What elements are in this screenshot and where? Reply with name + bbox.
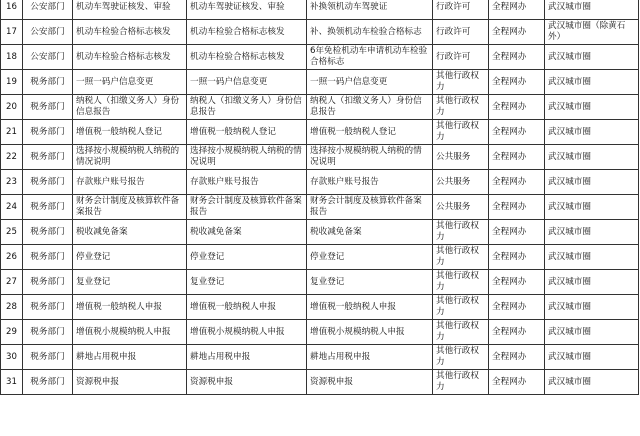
handling-mode-cell: 全程网办 [489, 0, 545, 20]
department-cell: 税务部门 [23, 170, 73, 195]
scope-cell: 武汉城市圈 [545, 0, 639, 20]
handling-mode-cell: 全程网办 [489, 145, 545, 170]
scope-cell: 武汉城市圈 [545, 195, 639, 220]
sub-item-cell: 税收减免备案 [307, 220, 433, 245]
department-cell: 税务部门 [23, 295, 73, 320]
department-cell: 公安部门 [23, 0, 73, 20]
scope-cell: 武汉城市圈 [545, 145, 639, 170]
table-row [1, 145, 639, 170]
row-number: 28 [1, 295, 23, 320]
item-name-cell: 纳税人（扣缴义务人）身份信息报告 [73, 95, 187, 120]
sub-item-cell: 增值税一般纳税人申报 [307, 295, 433, 320]
scope-cell: 武汉城市圈 [545, 320, 639, 345]
handling-mode-cell: 全程网办 [489, 195, 545, 220]
item-name-cell: 财务会计制度及核算软件备案报告 [73, 195, 187, 220]
department-cell: 税务部门 [23, 320, 73, 345]
row-number: 26 [1, 245, 23, 270]
handling-mode-cell: 全程网办 [489, 345, 545, 370]
handling-mode-cell: 全程网办 [489, 70, 545, 95]
item-name-cell: 复业登记 [73, 270, 187, 295]
item-name-cell: 存款账户账号报告 [73, 170, 187, 195]
row-number: 18 [1, 45, 23, 70]
scope-cell: 武汉城市圈 [545, 245, 639, 270]
item-name-cell: 税收减免备案 [73, 220, 187, 245]
handling-mode-cell: 全程网办 [489, 320, 545, 345]
department-cell: 税务部门 [23, 370, 73, 395]
department-cell: 税务部门 [23, 195, 73, 220]
department-cell: 公安部门 [23, 20, 73, 45]
sub-item-cell: 增值税小规模纳税人申报 [307, 320, 433, 345]
table-row [1, 195, 639, 220]
power-type-cell: 行政许可 [433, 0, 489, 20]
power-type-cell: 其他行政权力 [433, 270, 489, 295]
power-type-cell: 行政许可 [433, 45, 489, 70]
table-body [1, 0, 639, 395]
handling-mode-cell: 全程网办 [489, 245, 545, 270]
table-row [1, 120, 639, 145]
table-row [1, 20, 639, 45]
scope-cell: 武汉城市圈 [545, 270, 639, 295]
power-type-cell: 行政许可 [433, 20, 489, 45]
power-type-cell: 其他行政权力 [433, 70, 489, 95]
main-item-cell: 停业登记 [187, 245, 307, 270]
power-type-cell: 其他行政权力 [433, 295, 489, 320]
department-cell: 税务部门 [23, 70, 73, 95]
sub-item-cell: 存款账户账号报告 [307, 170, 433, 195]
row-number: 21 [1, 120, 23, 145]
department-cell: 税务部门 [23, 145, 73, 170]
scope-cell: 武汉城市圈 [545, 70, 639, 95]
item-name-cell: 停业登记 [73, 245, 187, 270]
sub-item-cell: 补换领机动车驾驶证 [307, 0, 433, 20]
power-type-cell: 公共服务 [433, 195, 489, 220]
department-cell: 税务部门 [23, 95, 73, 120]
table-row [1, 345, 639, 370]
row-number: 25 [1, 220, 23, 245]
row-number: 16 [1, 0, 23, 20]
handling-mode-cell: 全程网办 [489, 95, 545, 120]
department-cell: 税务部门 [23, 270, 73, 295]
main-item-cell: 机动车检验合格标志核发 [187, 45, 307, 70]
power-type-cell: 公共服务 [433, 145, 489, 170]
row-number: 19 [1, 70, 23, 95]
power-type-cell: 其他行政权力 [433, 320, 489, 345]
item-name-cell: 增值税小规模纳税人申报 [73, 320, 187, 345]
sub-item-cell: 停业登记 [307, 245, 433, 270]
table-row [1, 220, 639, 245]
table-row [1, 370, 639, 395]
sub-item-cell: 增值税一般纳税人登记 [307, 120, 433, 145]
department-cell: 税务部门 [23, 120, 73, 145]
table-row [1, 245, 639, 270]
sub-item-cell: 复业登记 [307, 270, 433, 295]
power-type-cell: 公共服务 [433, 170, 489, 195]
table-row [1, 295, 639, 320]
department-cell: 税务部门 [23, 345, 73, 370]
row-number: 29 [1, 320, 23, 345]
row-number: 20 [1, 95, 23, 120]
power-type-cell: 其他行政权力 [433, 120, 489, 145]
table-row [1, 95, 639, 120]
sub-item-cell: 资源税申报 [307, 370, 433, 395]
table-row [1, 70, 639, 95]
row-number: 30 [1, 345, 23, 370]
power-type-cell: 其他行政权力 [433, 95, 489, 120]
scope-cell: 武汉城市圈 [545, 95, 639, 120]
sub-item-cell: 纳税人（扣缴义务人）身份信息报告 [307, 95, 433, 120]
power-type-cell: 其他行政权力 [433, 345, 489, 370]
main-item-cell: 财务会计制度及核算软件备案报告 [187, 195, 307, 220]
sub-item-cell: 补、换领机动车检验合格标志 [307, 20, 433, 45]
sub-item-cell: 耕地占用税申报 [307, 345, 433, 370]
row-number: 27 [1, 270, 23, 295]
item-name-cell: 机动车检验合格标志核发 [73, 20, 187, 45]
table-row [1, 320, 639, 345]
row-number: 17 [1, 20, 23, 45]
main-item-cell: 一照一码户信息变更 [187, 70, 307, 95]
main-item-cell: 增值税一般纳税人登记 [187, 120, 307, 145]
handling-mode-cell: 全程网办 [489, 120, 545, 145]
main-item-cell: 增值税小规模纳税人申报 [187, 320, 307, 345]
department-cell: 公安部门 [23, 45, 73, 70]
main-item-cell: 机动车驾驶证核发、审验 [187, 0, 307, 20]
item-name-cell: 机动车检验合格标志核发 [73, 45, 187, 70]
main-item-cell: 税收减免备案 [187, 220, 307, 245]
scope-cell: 武汉城市圈 [545, 170, 639, 195]
handling-mode-cell: 全程网办 [489, 270, 545, 295]
table-row [1, 45, 639, 70]
item-name-cell: 选择按小规模纳税人纳税的情况说明 [73, 145, 187, 170]
sub-item-cell: 6年免检机动车申请机动车检验合格标志 [307, 45, 433, 70]
handling-mode-cell: 全程网办 [489, 20, 545, 45]
handling-mode-cell: 全程网办 [489, 295, 545, 320]
scope-cell: 武汉城市圈 [545, 220, 639, 245]
power-type-cell: 其他行政权力 [433, 245, 489, 270]
scope-cell: 武汉城市圈 [545, 345, 639, 370]
handling-mode-cell: 全程网办 [489, 45, 545, 70]
main-item-cell: 资源税申报 [187, 370, 307, 395]
handling-mode-cell: 全程网办 [489, 370, 545, 395]
table-row [1, 0, 639, 20]
table-row [1, 170, 639, 195]
sub-item-cell: 一照一码户信息变更 [307, 70, 433, 95]
scope-cell: 武汉城市圈 [545, 120, 639, 145]
scope-cell: 武汉城市圈 [545, 45, 639, 70]
item-name-cell: 机动车驾驶证核发、审验 [73, 0, 187, 20]
item-name-cell: 资源税申报 [73, 370, 187, 395]
item-name-cell: 一照一码户信息变更 [73, 70, 187, 95]
sub-item-cell: 财务会计制度及核算软件备案报告 [307, 195, 433, 220]
department-cell: 税务部门 [23, 245, 73, 270]
row-number: 24 [1, 195, 23, 220]
main-item-cell: 纳税人（扣缴义务人）身份信息报告 [187, 95, 307, 120]
main-item-cell: 复业登记 [187, 270, 307, 295]
sub-item-cell: 选择按小规模纳税人纳税的情况说明 [307, 145, 433, 170]
power-type-cell: 其他行政权力 [433, 370, 489, 395]
row-number: 23 [1, 170, 23, 195]
row-number: 31 [1, 370, 23, 395]
scope-cell: 武汉城市圈 [545, 295, 639, 320]
item-name-cell: 增值税一般纳税人申报 [73, 295, 187, 320]
main-item-cell: 机动车检验合格标志核发 [187, 20, 307, 45]
main-item-cell: 耕地占用税申报 [187, 345, 307, 370]
main-item-cell: 存款账户账号报告 [187, 170, 307, 195]
handling-mode-cell: 全程网办 [489, 170, 545, 195]
scope-cell: 武汉城市圈 [545, 370, 639, 395]
department-cell: 税务部门 [23, 220, 73, 245]
main-item-cell: 增值税一般纳税人申报 [187, 295, 307, 320]
table-row [1, 270, 639, 295]
item-name-cell: 增值税一般纳税人登记 [73, 120, 187, 145]
power-type-cell: 其他行政权力 [433, 220, 489, 245]
row-number: 22 [1, 145, 23, 170]
scope-cell: 武汉城市圈（除黄石外） [545, 20, 639, 45]
main-item-cell: 选择按小规模纳税人纳税的情况说明 [187, 145, 307, 170]
item-name-cell: 耕地占用税申报 [73, 345, 187, 370]
handling-mode-cell: 全程网办 [489, 220, 545, 245]
